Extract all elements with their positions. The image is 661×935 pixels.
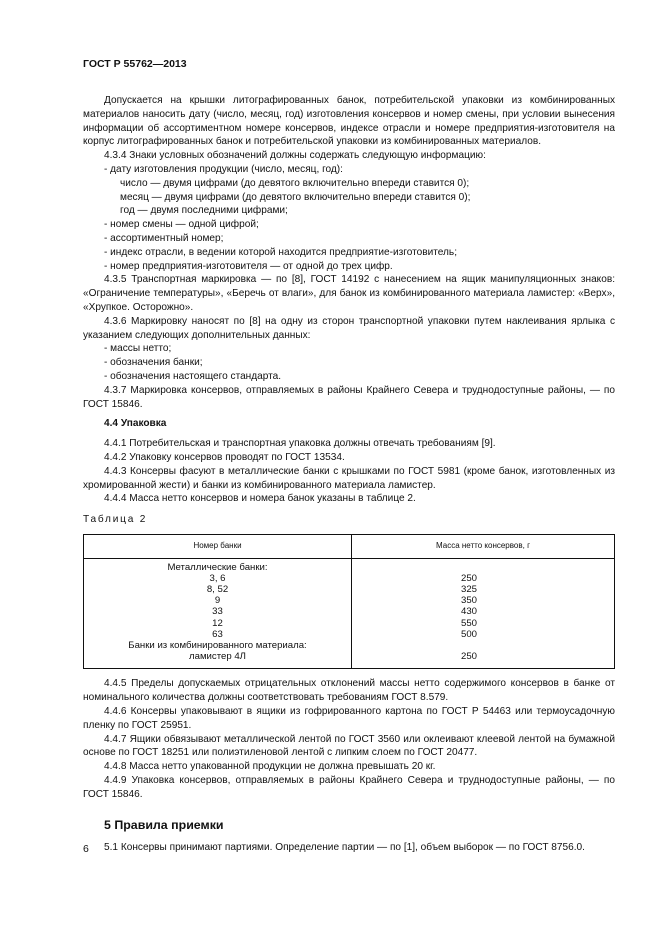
list-item: - дату изготовления продукции (число, месяц, год): [104,163,343,175]
list-item: - номер смены — одной цифрой; [104,219,259,231]
paragraph-449: 4.4.9 Упаковка консервов, отправляемых в районы Крайнего Севера и труднодоступные районы, — по ГОСТ 15846. [83,774,615,800]
table-caption: Таблица 2 [83,514,148,526]
page-header: ГОСТ Р 55762—2013 [83,58,187,70]
table-cell: 12 [212,617,223,629]
table-cell: 500 [461,628,478,640]
table-cell: 63 [212,628,223,640]
paragraph-444: 4.4.4 Масса нетто консервов и номера банок указаны в таблице 2. [104,493,416,505]
table-header-row [84,534,615,558]
paragraph-434: 4.3.4 Знаки условных обозначений должны содержать следующую информацию: [104,150,486,162]
paragraph-443: 4.4.3 Консервы фасуют в металлические банки с крышками по ГОСТ 5981 (кроме банок, изготовленных из хромированной жести) и банки из комбинированного материала ламистер. [83,465,615,491]
sublist-item: месяц — двумя цифрами (до девятого включительно впереди ставится 0); [120,191,471,203]
document-body [83,94,615,855]
table-cell [461,562,614,573]
table-cell [461,640,614,651]
table-cell: 8, 52 [206,584,229,596]
list-item: - ассортиментный номер; [104,232,224,244]
table-cell: 3, 6 [209,572,226,584]
can-number-column [84,558,352,669]
table-cell: 325 [461,584,478,596]
table-cell: 9 [214,595,221,607]
paragraph-437: 4.3.7 Маркировка консервов, отправляемых в районы Крайнего Севера и труднодоступные районы, — по ГОСТ 15846. [83,384,615,410]
paragraph-442: 4.4.2 Упаковку консервов проводят по ГОСТ 13534. [104,451,345,463]
paragraph-441: 4.4.1 Потребительская и транспортная упаковка должны отвечать требованиям [9]. [104,438,496,450]
paragraph-446: 4.4.6 Консервы упаковывают в ящики из гофрированного картона по ГОСТ Р 54463 или термоусадочную пленку по ГОСТ 25951. [83,705,615,731]
paragraph-51: 5.1 Консервы принимают партиями. Определение партии — по [1], объем выборок — по ГОСТ 8756.0. [104,842,585,854]
paragraph-435: 4.3.5 Транспортная маркировка — по [8], ГОСТ 14192 с нанесением на ящик манипуляционных знаков: «Ограничение температуры», «Беречь от влаги», для банок из комбинированного материала ламистер: «Верх», «Хрупкое. Осторожно». [83,274,615,313]
paragraph-445: 4.4.5 Пределы допускаемых отрицательных отклонений массы нетто содержимого консервов в банке от номинального количества должны соответствовать требованиям ГОСТ 8.579. [83,678,615,704]
table-body-row [84,558,615,669]
column-header: Номер банки [84,534,352,558]
paragraph-448: 4.4.8 Масса нетто упакованной продукции не должна превышать 20 кг. [104,761,436,773]
list-item: - обозначения настоящего стандарта. [104,370,282,382]
paragraph-447: 4.4.7 Ящики обвязывают металлической лентой по ГОСТ 3560 или оклеивают клеевой лентой на бумажной основе по ГОСТ 18251 или полиэтиленовой лентой с липким слоем по ГОСТ 20477. [83,733,615,759]
column-header: Масса нетто консервов, г [352,534,615,558]
table-cell: Металлические банки: [167,561,268,573]
sublist-item: год — двумя последними цифрами; [120,205,288,217]
net-mass-column [352,558,615,669]
table-2 [83,534,615,669]
list-item: - обозначения банки; [104,357,203,369]
paragraph: Допускается на крышки литографированных банок, потребительской упаковки из комбинированных материалов наносить дату (число, месяц, год) изготовления консервов и номер смены, при условии вынесения информации об ассортиментном номере консервов, индексе отрасли и номере предприятия-изготовителя на корпус литографированных банок и потребительской упаковки из комбинированных материалов. [83,95,615,148]
list-item: - массы нетто; [104,343,172,355]
table-cell: 350 [461,595,478,607]
list-item: - индекс отрасли, в ведении которой находится предприятие-изготовитель; [104,246,457,258]
section-heading-5: 5 Правила приемки [104,817,224,832]
table-cell: 550 [461,617,478,629]
list-item: - номер предприятия-изготовителя — от одной до трех цифр. [104,260,393,272]
page-number: 6 [83,843,89,855]
paragraph-436: 4.3.6 Маркировку наносят по [8] на одну из сторон транспортной упаковки путем наклеивания ярлыка с указанием следующих дополнительных данных: [83,315,615,341]
table-cell: 250 [461,572,478,584]
table-cell: 250 [461,651,478,663]
table-cell: ламистер 4Л [189,651,246,663]
sublist-item: число — двумя цифрами (до девятого включительно впереди ставится 0); [120,177,470,189]
table-cell: 430 [461,606,478,618]
table-cell: 33 [212,606,223,618]
section-heading-44: 4.4 Упаковка [104,418,167,430]
table-cell: Банки из комбинированного материала: [128,640,307,652]
